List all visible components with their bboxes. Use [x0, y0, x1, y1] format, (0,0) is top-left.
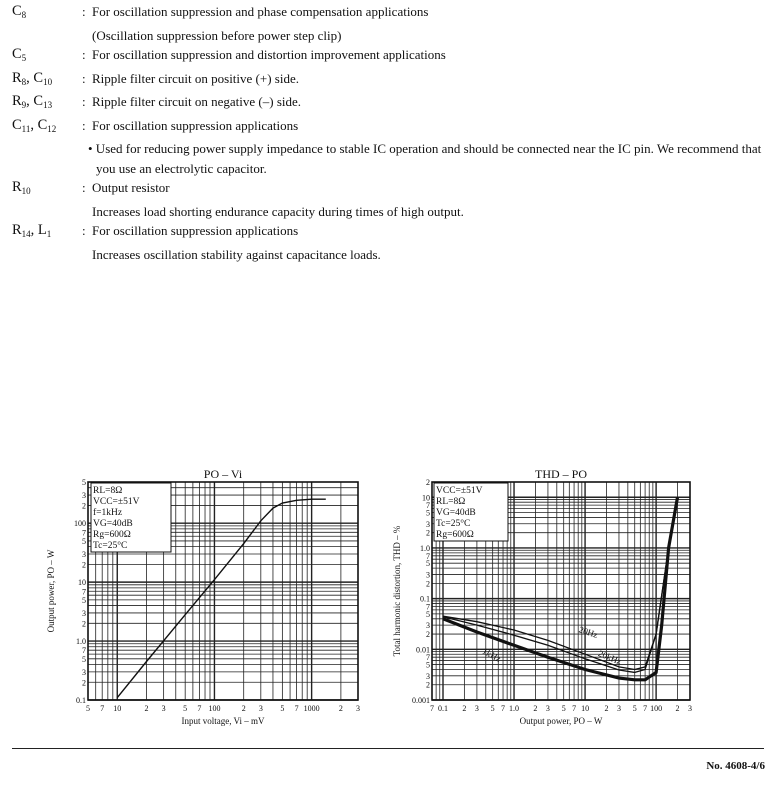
x-tick-label: 2 [675, 704, 680, 713]
component-label: $C_{11}$, $C_{12}$ [12, 116, 57, 134]
x-tick-label: 5 [86, 704, 90, 713]
x-tick-label: 7 [197, 704, 202, 713]
x-tick-label: 100 [208, 704, 221, 713]
colon: : [82, 4, 86, 19]
condition-text: RL=8Ω [93, 486, 123, 496]
x-tick-label: 1000 [303, 704, 320, 713]
x-tick-label: 3 [616, 704, 621, 713]
series-label: 20Hz [577, 624, 600, 640]
x-tick-label: 5 [280, 704, 285, 713]
y-tick-label: 2 [426, 630, 430, 640]
condition-text: f=1kHz [93, 508, 123, 518]
y-tick-label: 2 [426, 579, 430, 589]
x-tick-label: 7 [430, 704, 434, 713]
component-label: $R_9$, $C_{13}$ [12, 93, 53, 110]
component-row [12, 45, 772, 69]
y-tick-label: 2 [82, 501, 86, 511]
y-tick-label: 5 [426, 609, 430, 619]
x-tick-label: 2 [338, 704, 343, 713]
series-label: 20kHz [596, 648, 623, 667]
y-tick-label: 3 [82, 667, 86, 677]
condition-text: VCC=±51V [93, 497, 140, 507]
y-tick-label: 2 [82, 560, 86, 570]
y-tick-label: 1.0 [76, 637, 86, 647]
series-label: 1kHz [480, 645, 503, 664]
description-continuation: Increases load shorting endurance capacity during times of high output. [92, 203, 464, 219]
description-bullet: • Used for reducing power supply impedance to stable IC operation and should be connected near the IC pin. We recommend that you use an electrolytic capacitor. [88, 141, 762, 176]
condition-text: Tc=25°C [436, 519, 471, 529]
y-tick-label: 3 [426, 570, 430, 580]
x-tick-label: 100 [650, 704, 663, 713]
x-tick-label: 7 [643, 704, 648, 713]
y-tick-label: 5 [82, 478, 86, 487]
y-tick-label: 2 [82, 678, 86, 688]
y-tick-label: 3 [426, 519, 430, 529]
y-tick-label: 100 [74, 519, 86, 529]
component-description-list [12, 2, 772, 264]
x-tick-label: 3 [258, 704, 263, 713]
y-tick-label: 3 [426, 621, 430, 631]
y-tick-label: 5 [426, 660, 430, 670]
y-tick-label: 7 [82, 646, 86, 656]
y-tick-label: 5 [426, 559, 430, 569]
x-tick-label: 5 [183, 704, 188, 713]
y-tick-label: 7 [426, 653, 430, 663]
po-vi-chart [40, 468, 380, 733]
x-tick-label: 7 [100, 704, 105, 713]
y-tick-label: 3 [426, 671, 430, 681]
y-tick-label: 2 [82, 619, 86, 629]
x-tick-label: 2 [144, 704, 149, 713]
x-tick-label: 3 [356, 704, 360, 713]
colon: : [82, 223, 86, 238]
y-tick-label: 10 [78, 578, 86, 588]
y-tick-label: 7 [426, 501, 430, 511]
x-tick-label: 1.0 [509, 704, 520, 713]
y-tick-label: 0.1 [420, 594, 430, 604]
component-description: For oscillation suppression and phase compensation applications [92, 4, 429, 19]
x-tick-label: 3 [545, 704, 550, 713]
y-tick-label: 2 [426, 680, 430, 690]
component-row [12, 178, 772, 202]
x-tick-label: 0.1 [438, 704, 449, 713]
condition-text: Rg=600Ω [93, 530, 131, 540]
component-description: For oscillation suppression applications [92, 117, 299, 133]
component-row [12, 92, 772, 116]
component-row [12, 2, 772, 26]
x-tick-label: 3 [161, 704, 166, 713]
x-tick-label: 5 [490, 704, 495, 713]
x-axis-label: Output power, PO – W [519, 716, 603, 726]
component-row [12, 221, 772, 245]
x-tick-label: 10 [113, 704, 122, 713]
y-tick-label: 3 [82, 550, 86, 560]
chart-title: PO – Vi [203, 468, 243, 481]
x-tick-label: 7 [294, 704, 299, 713]
condition-text: VG=40dB [93, 519, 133, 529]
component-label: $R_8$, $C_{10}$ [12, 69, 53, 87]
y-axis-label: Total harmonic distortion, THD – % [392, 525, 402, 657]
component-label: $C_8$ [12, 3, 27, 20]
y-tick-label: 3 [82, 608, 86, 618]
condition-text: RL=8Ω [436, 497, 466, 507]
colon: : [82, 47, 86, 62]
colon: : [82, 117, 86, 133]
x-axis-label: Input voltage, Vi – mV [181, 716, 265, 726]
y-tick-label: 7 [426, 602, 430, 612]
component-row [12, 69, 772, 93]
y-tick-label: 0.001 [412, 696, 430, 705]
x-tick-label: 2 [604, 704, 609, 713]
condition-text: Rg=600Ω [436, 530, 474, 540]
x-tick-label: 10 [581, 704, 590, 713]
component-description: Output resistor [92, 180, 170, 195]
condition-text: VG=40dB [436, 508, 476, 518]
description-continuation: Increases oscillation stability against capacitance loads. [92, 246, 381, 262]
chart-title: THD – PO [534, 468, 588, 481]
x-tick-label: 7 [501, 704, 506, 713]
y-axis-label: Output power, PO – W [46, 549, 56, 633]
x-tick-label: 2 [462, 704, 467, 713]
y-tick-label: 5 [82, 654, 86, 664]
x-tick-label: 7 [572, 704, 577, 713]
y-tick-label: 2 [426, 478, 430, 487]
x-tick-label: 5 [632, 704, 637, 713]
component-description: Ripple filter circuit on positive (+) side. [92, 70, 299, 86]
y-tick-label: 0.1 [76, 696, 86, 705]
y-tick-label: 5 [426, 508, 430, 518]
y-tick-label: 10 [422, 493, 430, 503]
description-continuation: (Oscillation suppression before power step clip) [92, 27, 342, 43]
y-tick-label: 7 [82, 528, 86, 538]
y-tick-label: 3 [82, 491, 86, 501]
y-tick-label: 2 [426, 528, 430, 538]
component-row [12, 116, 772, 140]
component-description: For oscillation suppression and distortion improvement applications [92, 47, 446, 62]
component-label: $R_{10}$ [12, 179, 31, 196]
component-description: For oscillation suppression applications [92, 223, 299, 238]
x-tick-label: 2 [241, 704, 246, 713]
y-tick-label: 0.01 [416, 645, 430, 655]
component-label: $C_5$ [12, 46, 27, 63]
condition-text: Tc=25°C [93, 541, 128, 551]
component-description: Ripple filter circuit on negative (–) side. [92, 94, 302, 109]
x-tick-label: 5 [561, 704, 566, 713]
y-tick-label: 7 [82, 587, 86, 597]
colon: : [82, 180, 86, 195]
y-tick-label: 1.0 [420, 543, 430, 553]
colon: : [82, 70, 86, 86]
colon: : [82, 94, 86, 109]
y-tick-label: 5 [82, 595, 86, 605]
x-tick-label: 3 [474, 704, 479, 713]
x-tick-label: 2 [533, 704, 538, 713]
condition-text: VCC=±51V [436, 486, 483, 496]
y-tick-label: 7 [426, 551, 430, 561]
page-number: No. 4608-4/6 [706, 760, 765, 772]
x-tick-label: 3 [688, 704, 692, 713]
footer-divider [12, 748, 764, 749]
thd-po-chart [390, 468, 720, 733]
y-tick-label: 5 [82, 536, 86, 546]
component-label: $R_{14}$, $L_1$ [12, 222, 52, 239]
